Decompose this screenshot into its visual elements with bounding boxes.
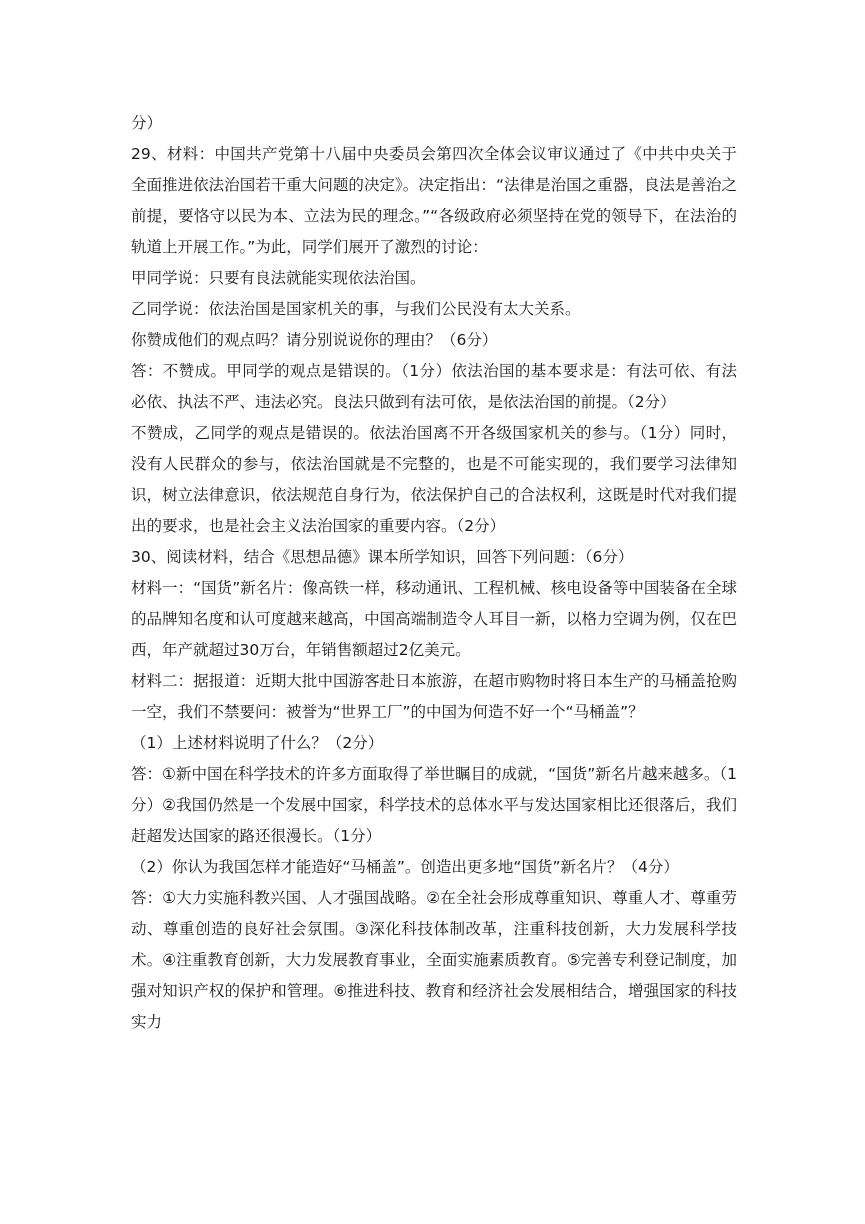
paragraph-continuation: 分） [131,114,163,132]
question-30-heading: 30、阅读材料，结合《思想品德》课本所学知识，回答下列问题：（6分） [131,548,634,566]
answer-29-part-2: 不赞成，乙同学的观点是错误的。依法治国离不开各级国家机关的参与。（1分）同时，没有人民群众的参与，依法治国就是不完整的，也是不可能实现的，我们要学习法律知识，树立法律意识，依法规范自身行为，依法保护自己的合法权利，这既是时代对我们提出的要求，也是社会主义法治国家的重要内容。（2分） [131,424,737,535]
question-29-material: 29、材料：中国共产党第十八届中央委员会第四次全体会议审议通过了《中共中央关于全面推进依法治国若干重大问题的决定》。决定指出：“法律是治国之重器，良法是善治之前提，要恪守以民为本、立法为民的理念。”“各级政府必须坚持在党的领导下，在法治的轨道上开展工作。”为此，同学们展开了激烈的讨论： [131,145,737,256]
question-29-prompt: 你赞成他们的观点吗？请分别说说你的理由？（6分） [131,331,498,349]
answer-30-2: 答：①大力实施科教兴国、人才强国战略。②在全社会形成尊重知识、尊重人才、尊重劳动、尊重创造的良好社会氛围。③深化科技体制改革，注重科技创新，大力发展科学技术。④注重教育创新，大力发展教育事业，全面实施素质教育。⑤完善专利登记制度，加强对知识产权的保护和管理。⑥推进科技、教育和经济社会发展相结合，增强国家的科技实力 [131,889,737,1031]
document-body [131,108,737,1038]
question-30-2: （2）你认为我国怎样才能造好“马桶盖”。创造出更多地“国货”新名片？（4分） [131,858,679,876]
answer-29-part-1: 答：不赞成。甲同学的观点是错误的。（1分）依法治国的基本要求是：有法可依、有法必依、执法不严、违法必究。良法只做到有法可依，是依法治国的前提。（2分） [131,362,737,411]
student-b-statement: 乙同学说：依法治国是国家机关的事，与我们公民没有太大关系。 [131,300,581,318]
material-one: 材料一：“国货”新名片：像高铁一样，移动通讯、工程机械、核电设备等中国装备在全球的品牌知名度和认可度越来越高，中国高端制造令人耳目一新，以格力空调为例，仅在巴西，年产就超过30万台，年销售额超过2亿美元。 [131,579,737,659]
answer-30-1: 答：①新中国在科学技术的许多方面取得了举世瞩目的成就，“国货”新名片越来越多。（1分）②我国仍然是一个发展中国家，科学技术的总体水平与发达国家相比还很落后，我们赶超发达国家的路还很漫长。（1分） [131,765,737,845]
student-a-statement: 甲同学说：只要有良法就能实现依法治国。 [131,269,426,287]
material-two: 材料二：据报道：近期大批中国游客赴日本旅游，在超市购物时将日本生产的马桶盖抢购一空，我们不禁要问：被誉为“世界工厂”的中国为何造不好一个“马桶盖”？ [131,672,737,721]
question-30-1: （1）上述材料说明了什么？（2分） [131,734,384,752]
